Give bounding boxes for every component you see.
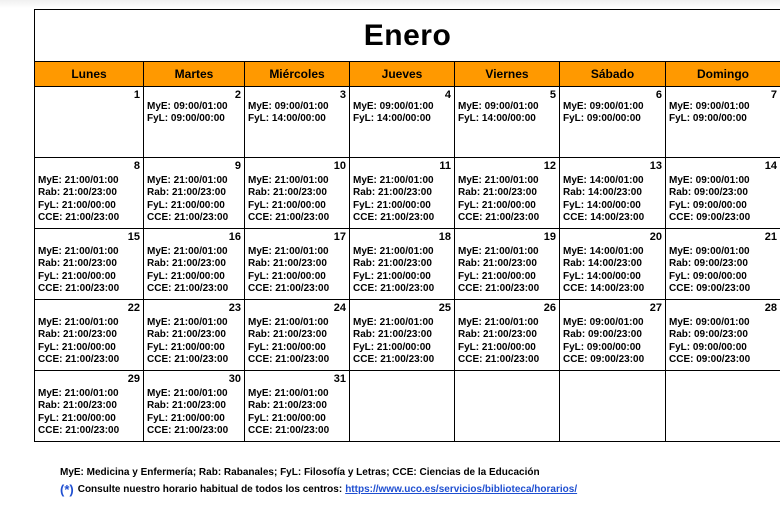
day-cell xyxy=(245,158,350,229)
day-number: 15 xyxy=(127,231,140,243)
schedule-line: MyE: 21:00/01:00 xyxy=(248,175,329,187)
schedule-entries xyxy=(38,317,119,366)
note-text: Consulte nuestro horario habitual de todos los centros: xyxy=(77,484,343,495)
schedule-line: MyE: 21:00/01:00 xyxy=(353,317,434,329)
schedule-line: CCE: 09:00/23:00 xyxy=(563,353,645,365)
day-number: 16 xyxy=(228,231,241,243)
schedule-entries xyxy=(353,246,434,295)
schedule-line: FyL: 21:00/00:00 xyxy=(147,270,225,282)
week-row xyxy=(35,87,780,158)
day-cell xyxy=(35,229,144,300)
schedule-line: CCE: 21:00/23:00 xyxy=(353,353,435,365)
schedule-line: MyE: 21:00/01:00 xyxy=(147,175,228,187)
schedule-line: FyL: 21:00/00:00 xyxy=(147,341,225,353)
schedule-line: CCE: 21:00/23:00 xyxy=(353,282,435,294)
schedule-entries xyxy=(147,101,228,125)
schedule-line: FyL: 21:00/00:00 xyxy=(147,199,225,211)
schedule-line: FyL: 09:00/00:00 xyxy=(669,113,747,125)
schedule-line: MyE: 09:00/01:00 xyxy=(669,175,750,187)
schedule-entries xyxy=(147,388,228,437)
schedule-line: FyL: 21:00/00:00 xyxy=(458,199,536,211)
schedule-line: FyL: 09:00/00:00 xyxy=(563,341,641,353)
schedule-line: MyE: 21:00/01:00 xyxy=(38,175,119,187)
day-cell xyxy=(455,300,560,371)
schedule-entries xyxy=(458,101,539,125)
day-cell xyxy=(35,87,144,158)
day-cell xyxy=(560,300,666,371)
schedule-line: MyE: 14:00/01:00 xyxy=(563,246,644,258)
day-cell xyxy=(350,300,455,371)
day-cell xyxy=(666,229,780,300)
schedule-line: CCE: 09:00/23:00 xyxy=(669,353,751,365)
schedule-line: MyE: 14:00/01:00 xyxy=(563,175,644,187)
day-number: 19 xyxy=(543,231,556,243)
schedule-line: FyL: 21:00/00:00 xyxy=(248,341,326,353)
day-number: 22 xyxy=(127,302,140,314)
schedule-entries xyxy=(248,388,329,437)
schedule-line: CCE: 21:00/23:00 xyxy=(147,282,229,294)
schedule-line: FyL: 09:00/00:00 xyxy=(669,270,747,282)
schedule-line: CCE: 21:00/23:00 xyxy=(147,353,229,365)
day-cell xyxy=(350,87,455,158)
schedule-line: CCE: 21:00/23:00 xyxy=(458,282,540,294)
schedule-line: CCE: 21:00/23:00 xyxy=(38,353,120,365)
day-cell xyxy=(666,87,780,158)
schedule-line: CCE: 09:00/23:00 xyxy=(669,211,751,223)
note-line xyxy=(60,482,577,497)
day-number: 13 xyxy=(649,160,662,172)
weekday-header: Sábado xyxy=(560,62,666,87)
day-number: 18 xyxy=(438,231,451,243)
schedule-line: FyL: 09:00/00:00 xyxy=(563,113,641,125)
top-strip xyxy=(0,0,780,8)
schedule-line: Rab: 21:00/23:00 xyxy=(248,329,327,341)
schedule-entries xyxy=(38,246,119,295)
day-cell xyxy=(245,371,350,442)
week-row xyxy=(35,300,780,371)
schedule-line: FyL: 21:00/00:00 xyxy=(38,270,116,282)
schedule-line: Rab: 09:00/23:00 xyxy=(563,329,642,341)
schedule-line: Rab: 21:00/23:00 xyxy=(38,329,117,341)
day-cell xyxy=(35,158,144,229)
schedule-line: Rab: 21:00/23:00 xyxy=(458,329,537,341)
schedule-entries xyxy=(353,317,434,366)
day-cell xyxy=(560,229,666,300)
schedule-entries xyxy=(458,246,539,295)
schedule-line: CCE: 21:00/23:00 xyxy=(147,424,229,436)
day-number: 31 xyxy=(333,373,346,385)
note-asterisk: (*) xyxy=(60,482,74,497)
schedule-line: FyL: 14:00/00:00 xyxy=(458,113,536,125)
schedule-line: MyE: 21:00/01:00 xyxy=(38,246,119,258)
schedule-line: MyE: 21:00/01:00 xyxy=(147,317,228,329)
schedule-line: CCE: 14:00/23:00 xyxy=(563,282,645,294)
day-cell xyxy=(144,229,245,300)
weekday-header-row xyxy=(35,62,780,87)
weekday-header: Domingo xyxy=(666,62,780,87)
schedule-entries xyxy=(248,246,329,295)
schedule-line: Rab: 21:00/23:00 xyxy=(353,258,432,270)
schedule-line: Rab: 21:00/23:00 xyxy=(248,187,327,199)
calendar-table xyxy=(34,9,780,442)
weekday-header: Viernes xyxy=(455,62,560,87)
week-row xyxy=(35,371,780,442)
schedule-line: MyE: 21:00/01:00 xyxy=(147,388,228,400)
horarios-link[interactable]: https://www.uco.es/servicios/biblioteca/horarios/ xyxy=(345,484,578,495)
schedule-line: CCE: 21:00/23:00 xyxy=(248,211,330,223)
weekday-header: Martes xyxy=(144,62,245,87)
day-cell xyxy=(245,300,350,371)
weekday-header: Miércoles xyxy=(245,62,350,87)
day-number: 3 xyxy=(339,89,346,101)
schedule-line: FyL: 21:00/00:00 xyxy=(248,412,326,424)
schedule-line: CCE: 21:00/23:00 xyxy=(353,211,435,223)
schedule-line: FyL: 09:00/00:00 xyxy=(669,341,747,353)
day-number: 1 xyxy=(133,89,140,101)
day-cell xyxy=(350,229,455,300)
day-number: 10 xyxy=(333,160,346,172)
month-title: Enero xyxy=(35,10,780,62)
schedule-line: MyE: 21:00/01:00 xyxy=(38,317,119,329)
schedule-entries xyxy=(669,175,750,224)
day-cell xyxy=(560,158,666,229)
schedule-line: Rab: 14:00/23:00 xyxy=(563,258,642,270)
schedule-entries xyxy=(563,101,644,125)
schedule-line: FyL: 21:00/00:00 xyxy=(147,412,225,424)
schedule-line: Rab: 21:00/23:00 xyxy=(458,187,537,199)
day-number: 6 xyxy=(655,89,662,101)
schedule-line: Rab: 09:00/23:00 xyxy=(669,187,748,199)
schedule-line: FyL: 21:00/00:00 xyxy=(38,412,116,424)
schedule-line: Rab: 21:00/23:00 xyxy=(353,187,432,199)
schedule-entries xyxy=(147,175,228,224)
schedule-line: CCE: 21:00/23:00 xyxy=(147,211,229,223)
day-cell xyxy=(350,371,455,442)
schedule-line: FyL: 21:00/00:00 xyxy=(353,270,431,282)
schedule-line: CCE: 14:00/23:00 xyxy=(563,211,645,223)
schedule-line: MyE: 21:00/01:00 xyxy=(248,317,329,329)
schedule-line: FyL: 21:00/00:00 xyxy=(353,199,431,211)
schedule-line: MyE: 09:00/01:00 xyxy=(353,101,434,112)
schedule-entries xyxy=(669,101,750,125)
schedule-line: FyL: 21:00/00:00 xyxy=(458,270,536,282)
day-number: 21 xyxy=(764,231,778,243)
schedule-line: FyL: 21:00/00:00 xyxy=(248,199,326,211)
day-number: 4 xyxy=(444,89,451,101)
day-number: 24 xyxy=(333,302,346,314)
schedule-entries xyxy=(248,317,329,366)
schedule-line: MyE: 09:00/01:00 xyxy=(458,101,539,112)
day-cell xyxy=(144,87,245,158)
schedule-entries xyxy=(669,317,750,366)
schedule-line: CCE: 21:00/23:00 xyxy=(458,353,540,365)
schedule-line: MyE: 09:00/01:00 xyxy=(248,101,329,112)
day-cell xyxy=(350,158,455,229)
schedule-line: Rab: 09:00/23:00 xyxy=(669,329,748,341)
schedule-line: CCE: 21:00/23:00 xyxy=(38,282,120,294)
day-cell xyxy=(245,229,350,300)
weekday-header: Jueves xyxy=(350,62,455,87)
day-cell xyxy=(245,87,350,158)
day-number: 27 xyxy=(649,302,662,314)
day-cell xyxy=(666,300,780,371)
schedule-line: MyE: 09:00/01:00 xyxy=(147,101,228,112)
schedule-line: FyL: 21:00/00:00 xyxy=(353,341,431,353)
day-number: 14 xyxy=(764,160,778,172)
day-cell xyxy=(35,371,144,442)
schedule-line: FyL: 09:00/00:00 xyxy=(147,113,225,125)
day-number: 5 xyxy=(549,89,556,101)
day-number: 8 xyxy=(133,160,140,172)
day-number: 29 xyxy=(127,373,140,385)
day-cell xyxy=(455,371,560,442)
schedule-line: FyL: 21:00/00:00 xyxy=(38,199,116,211)
schedule-line: Rab: 21:00/23:00 xyxy=(458,258,537,270)
schedule-line: Rab: 21:00/23:00 xyxy=(147,329,226,341)
schedule-line: FyL: 14:00/00:00 xyxy=(563,199,641,211)
schedule-line: MyE: 21:00/01:00 xyxy=(38,388,119,400)
schedule-line: MyE: 21:00/01:00 xyxy=(353,175,434,187)
schedule-line: CCE: 21:00/23:00 xyxy=(248,353,330,365)
schedule-entries xyxy=(669,246,750,295)
day-cell xyxy=(560,371,666,442)
day-cell xyxy=(455,87,560,158)
schedule-line: Rab: 09:00/23:00 xyxy=(669,258,748,270)
schedule-entries xyxy=(248,101,329,125)
schedule-line: Rab: 21:00/23:00 xyxy=(147,400,226,412)
schedule-line: FyL: 14:00/00:00 xyxy=(563,270,641,282)
day-cell xyxy=(35,300,144,371)
schedule-entries xyxy=(38,388,119,437)
schedule-line: Rab: 21:00/23:00 xyxy=(38,187,117,199)
schedule-line: Rab: 14:00/23:00 xyxy=(563,187,642,199)
day-number: 23 xyxy=(228,302,241,314)
day-number: 17 xyxy=(333,231,346,243)
schedule-entries xyxy=(458,175,539,224)
schedule-line: MyE: 21:00/01:00 xyxy=(458,317,539,329)
schedule-line: MyE: 21:00/01:00 xyxy=(248,388,329,400)
schedule-line: Rab: 21:00/23:00 xyxy=(38,400,117,412)
schedule-line: CCE: 21:00/23:00 xyxy=(248,424,330,436)
schedule-line: Rab: 21:00/23:00 xyxy=(147,258,226,270)
schedule-line: MyE: 09:00/01:00 xyxy=(563,101,644,112)
day-number: 20 xyxy=(649,231,662,243)
schedule-line: MyE: 21:00/01:00 xyxy=(458,175,539,187)
schedule-line: MyE: 21:00/01:00 xyxy=(147,246,228,258)
schedule-entries xyxy=(147,317,228,366)
week-row xyxy=(35,158,780,229)
schedule-line: Rab: 21:00/23:00 xyxy=(353,329,432,341)
schedule-entries xyxy=(563,317,644,366)
schedule-entries xyxy=(353,101,434,125)
day-number: 7 xyxy=(770,89,778,101)
day-cell xyxy=(666,371,780,442)
day-number: 25 xyxy=(438,302,451,314)
schedule-line: MyE: 09:00/01:00 xyxy=(669,101,750,112)
weekday-header: Lunes xyxy=(35,62,144,87)
schedule-line: Rab: 21:00/23:00 xyxy=(147,187,226,199)
day-number: 9 xyxy=(234,160,241,172)
day-number: 11 xyxy=(439,160,451,172)
schedule-line: MyE: 21:00/01:00 xyxy=(353,246,434,258)
day-cell xyxy=(455,229,560,300)
schedule-entries xyxy=(563,175,644,224)
schedule-line: CCE: 09:00/23:00 xyxy=(669,282,751,294)
schedule-entries xyxy=(353,175,434,224)
schedule-entries xyxy=(248,175,329,224)
schedule-line: FyL: 21:00/00:00 xyxy=(38,341,116,353)
legend-text: MyE: Medicina y Enfermería; Rab: Rabanales; FyL: Filosofía y Letras; CCE: Ciencias de la Educación xyxy=(60,467,540,478)
calendar-weeks xyxy=(35,87,780,442)
day-cell xyxy=(455,158,560,229)
schedule-entries xyxy=(458,317,539,366)
schedule-line: CCE: 21:00/23:00 xyxy=(38,424,120,436)
day-cell xyxy=(144,371,245,442)
day-cell xyxy=(666,158,780,229)
schedule-line: FyL: 14:00/00:00 xyxy=(248,113,326,125)
week-row xyxy=(35,229,780,300)
schedule-line: FyL: 21:00/00:00 xyxy=(248,270,326,282)
schedule-line: Rab: 21:00/23:00 xyxy=(248,258,327,270)
schedule-line: MyE: 09:00/01:00 xyxy=(563,317,644,329)
day-number: 30 xyxy=(228,373,241,385)
schedule-line: FyL: 21:00/00:00 xyxy=(458,341,536,353)
day-number: 12 xyxy=(543,160,556,172)
schedule-entries xyxy=(147,246,228,295)
schedule-line: CCE: 21:00/23:00 xyxy=(248,282,330,294)
schedule-entries xyxy=(563,246,644,295)
schedule-line: Rab: 21:00/23:00 xyxy=(248,400,327,412)
day-cell xyxy=(144,300,245,371)
schedule-line: CCE: 21:00/23:00 xyxy=(458,211,540,223)
schedule-line: MyE: 09:00/01:00 xyxy=(669,246,750,258)
schedule-line: MyE: 09:00/01:00 xyxy=(669,317,750,329)
schedule-line: Rab: 21:00/23:00 xyxy=(38,258,117,270)
schedule-line: CCE: 21:00/23:00 xyxy=(38,211,120,223)
schedule-entries xyxy=(38,175,119,224)
day-number: 28 xyxy=(764,302,778,314)
day-number: 26 xyxy=(543,302,556,314)
schedule-line: FyL: 09:00/00:00 xyxy=(669,199,747,211)
day-number: 2 xyxy=(234,89,241,101)
schedule-line: MyE: 21:00/01:00 xyxy=(248,246,329,258)
schedule-line: FyL: 14:00/00:00 xyxy=(353,113,431,125)
day-cell xyxy=(560,87,666,158)
day-cell xyxy=(144,158,245,229)
schedule-line: MyE: 21:00/01:00 xyxy=(458,246,539,258)
